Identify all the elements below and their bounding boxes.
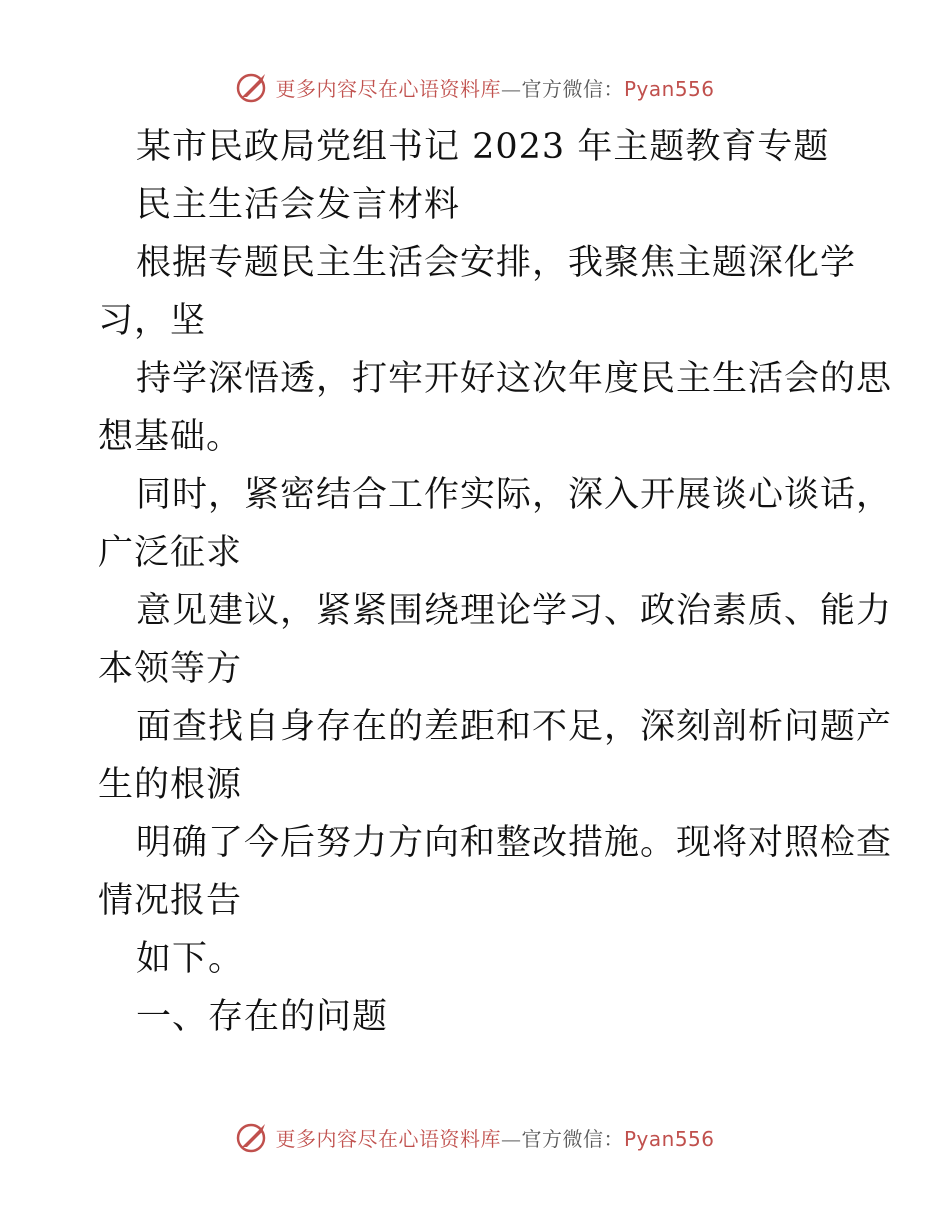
watermark-footer: [0, 1120, 950, 1154]
watermark-separator: —: [500, 76, 522, 101]
paragraph-line: 习，坚: [98, 301, 207, 341]
paragraph-line: 同时，紧密结合工作实际，深入开展谈心谈话，: [136, 475, 893, 515]
paragraph-line: 想基础。: [98, 417, 243, 457]
paragraph-line: 本领等方: [98, 649, 243, 689]
paragraph-line: 广泛征求: [98, 533, 243, 573]
watermark-prefix: 更多内容尽在心语资料库: [275, 76, 501, 101]
watermark-prefix: 更多内容尽在心语资料库: [275, 1126, 501, 1151]
watermark-separator: —: [500, 1126, 522, 1151]
watermark-wechat-id: Pyan556: [623, 76, 715, 101]
paragraph-line: 情况报告: [98, 881, 243, 921]
paragraph-line: 明确了今后努力方向和整改措施。现将对照检查: [136, 823, 893, 863]
paragraph-line: 意见建议，紧紧围绕理论学习、政治素质、能力: [136, 591, 893, 631]
paragraph-line: 生的根源: [98, 765, 243, 805]
watermark-header: [0, 70, 950, 104]
watermark-wechat-label: 官方微信：: [521, 1126, 624, 1151]
watermark-text: [275, 1123, 714, 1152]
document-title-line-1: 某市民政局党组书记 2023 年主题教育专题: [136, 127, 830, 167]
paragraph-line: 根据专题民主生活会安排，我聚焦主题深化学: [136, 243, 857, 283]
watermark-text: [275, 73, 714, 102]
paragraph-line: 面查找自身存在的差距和不足，深刻剖析问题产: [136, 707, 893, 747]
quill-pen-logo-icon: [235, 1120, 269, 1154]
section-heading: 一、存在的问题: [136, 997, 389, 1037]
quill-pen-logo-icon: [235, 70, 269, 104]
paragraph-line: 持学深悟透，打牢开好这次年度民主生活会的思: [136, 359, 893, 399]
watermark-wechat-id: Pyan556: [623, 1126, 715, 1151]
document-body: [98, 118, 893, 1046]
document-title-line-2: 民主生活会发言材料: [136, 185, 461, 225]
paragraph-line: 如下。: [136, 939, 245, 979]
watermark-wechat-label: 官方微信：: [521, 76, 624, 101]
